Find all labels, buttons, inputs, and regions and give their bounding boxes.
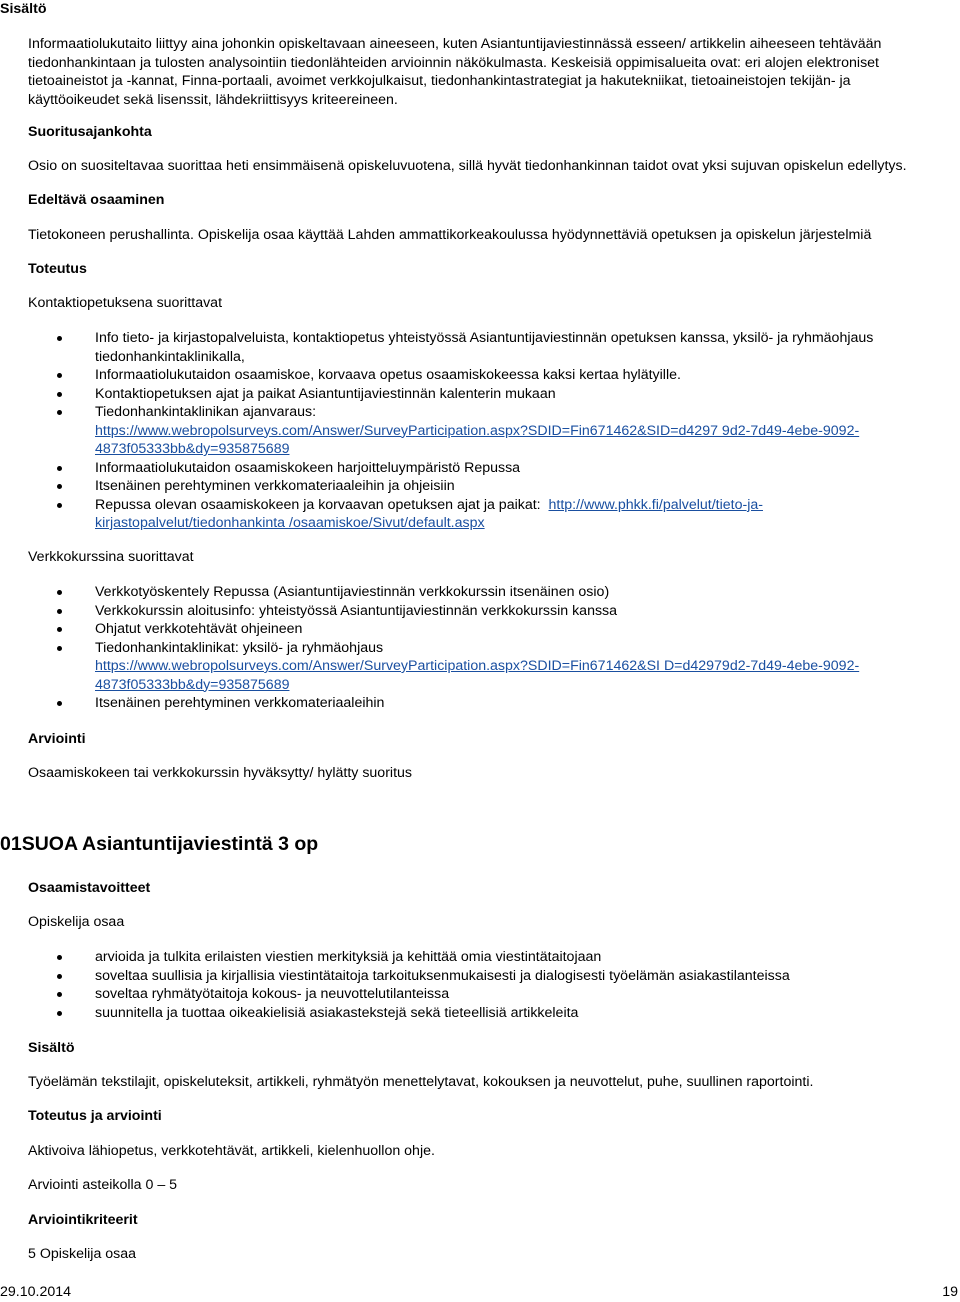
list-item: soveltaa ryhmätyötaitoja kokous- ja neuvottelutilanteissa: [95, 985, 920, 1004]
prereq-paragraph: Tietokoneen perushallinta. Opiskelija osaa käyttää Lahden ammattikorkeakoulussa hyödynnettäviä opetuksen ja opiskelun järjestelmiä: [28, 227, 872, 243]
list-item: Itsenäinen perehtyminen verkkomateriaaleihin ja ohjeisiin: [95, 477, 920, 496]
list-item: Info tieto- ja kirjastopalveluista, kontaktiopetus yhteistyössä Asiantuntijaviestinnän opetuksen kanssa, yksilö- ja ryhmäohjaus tiedonhankintaklinikalla,: [95, 329, 920, 366]
list-item: [95, 639, 920, 695]
page-number: 19: [942, 1284, 958, 1300]
online-list: [95, 583, 920, 713]
list-item: Kontaktiopetuksen ajat ja paikat Asiantuntijaviestinnän kalenterin mukaan: [95, 385, 920, 404]
content-paragraph: Työelämän tekstilajit, opiskeluteksit, artikkeli, ryhmätyön menettelytavat, kokouksen ja neuvottelut, puhe, suullinen raportointi.: [28, 1074, 814, 1090]
heading-sisalto-2: Sisältö: [28, 1040, 75, 1056]
course-title: 01SUOA Asiantuntijaviestintä 3 op: [0, 833, 319, 855]
outcomes-intro: Opiskelija osaa: [28, 914, 125, 930]
heading-suoritusajankohta: Suoritusajankohta: [28, 124, 152, 140]
list-item: [95, 496, 920, 533]
list-item: Verkkokurssin aloitusinfo: yhteistyössä Asiantuntijaviestinnän verkkokurssin kanssa: [95, 602, 920, 621]
heading-edeltava-osaaminen: Edeltävä osaaminen: [28, 192, 165, 208]
footer-date: 29.10.2014: [0, 1284, 72, 1300]
list-item: Verkkotyöskentely Repussa (Asiantuntijaviestinnän verkkokurssin itsenäinen osio): [95, 583, 920, 602]
outcomes-list: [95, 948, 920, 1022]
clinic-booking-link[interactable]: https://www.webropolsurveys.com/Answer/SurveyParticipation.aspx?SDID=Fin671462&SID=d4297 9d2-7d49-4ebe-9092-4873f05333bb&dy=935875689: [95, 422, 860, 457]
subheading-kontaktiopetus: Kontaktiopetuksena suorittavat: [28, 295, 223, 311]
list-item: Ohjatut verkkotehtävät ohjeineen: [95, 620, 920, 639]
section-title-sisalto: Sisältö: [0, 1, 47, 17]
criteria-paragraph: 5 Opiskelija osaa: [28, 1246, 137, 1262]
subheading-verkkokurssi: Verkkokurssina suorittavat: [28, 549, 194, 565]
intro-paragraph: Informaatiolukutaito liittyy aina johonkin opiskeltavaan aineeseen, kuten Asiantuntijaviestinnässä esseen/ artikkelin aiheeseen tehtävään tiedonhankintaan ja tulosten analysointiin tiedonlähteiden arvioinnin näkökulmasta. Keskeisiä oppimisalueita ovat: eri alojen elektroniset tietoaineistot ja -kannat, Finna-portaali, avoimet verkkojulkaisut, tiedonhankintastrategiat ja hakutekniikat, tietoaineistojen tekijän- ja käyttöoikeudet sekä lisenssit, lähdekriittisyys kriteereineen.: [28, 36, 882, 108]
repussa-label: Repussa olevan osaamiskokeen ja korvaavan opetuksen ajat ja paikat:: [95, 496, 541, 513]
heading-arviointi: Arviointi: [28, 731, 86, 747]
eval-paragraph: Osaamiskokeen tai verkkokurssin hyväksytty/ hylätty suoritus: [28, 765, 412, 781]
heading-toteutus-ja-arviointi: Toteutus ja arviointi: [28, 1108, 162, 1124]
heading-arviointikriteerit: Arviointikriteerit: [28, 1212, 138, 1228]
heading-osaamistavoitteet: Osaamistavoitteet: [28, 880, 151, 896]
list-item: arvioida ja tulkita erilaisten viestien merkityksiä ja kehittää omia viestintätaitojaan: [95, 948, 920, 967]
online-clinic-link[interactable]: https://www.webropolsurveys.com/Answer/SurveyParticipation.aspx?SDID=Fin671462&SI D=d42979d2-7d49-4ebe-9092-4873f05333bb&dy=935875689: [95, 658, 860, 693]
contact-list: [95, 329, 920, 533]
online-clinic-label: Tiedonhankintaklinikat: yksilö- ja ryhmäohjaus: [95, 639, 384, 656]
repussa-link[interactable]: http://www.phkk.fi/palvelut/tieto-ja-: [548, 496, 763, 513]
repussa-link-continued[interactable]: kirjastopalvelut/tiedonhankinta /osaamiskoe/Sivut/default.aspx: [95, 515, 485, 531]
list-item: suunnitella ja tuottaa oikeakielisiä asiakastekstejä sekä tieteellisiä artikkeleita: [95, 1004, 920, 1023]
timing-paragraph: Osio on suositeltavaa suorittaa heti ensimmäisenä opiskeluvuotena, sillä hyvät tiedonhankinnan taidot ovat yksi sujuvan opiskelun edellytys.: [28, 158, 907, 174]
list-item: soveltaa suullisia ja kirjallisia viestintätaitoja tarkoituksenmukaisesti ja dialogisesti työelämän asiakastilanteissa: [95, 967, 920, 986]
impl-paragraph: Aktivoiva lähiopetus, verkkotehtävät, artikkeli, kielenhuollon ohje.: [28, 1143, 435, 1159]
clinic-booking-label: Tiedonhankintaklinikan ajanvaraus:: [95, 404, 317, 420]
list-item: Informaatiolukutaidon osaamiskoe, korvaava opetus osaamiskokeessa kaksi kertaa hylätyille.: [95, 366, 920, 385]
list-item: Informaatiolukutaidon osaamiskokeen harjoitteluympäristö Repussa: [95, 459, 920, 478]
heading-toteutus: Toteutus: [28, 261, 87, 277]
list-item: [95, 403, 920, 459]
scale-paragraph: Arviointi asteikolla 0 – 5: [28, 1177, 178, 1193]
list-item: Itsenäinen perehtyminen verkkomateriaaleihin: [95, 694, 920, 713]
